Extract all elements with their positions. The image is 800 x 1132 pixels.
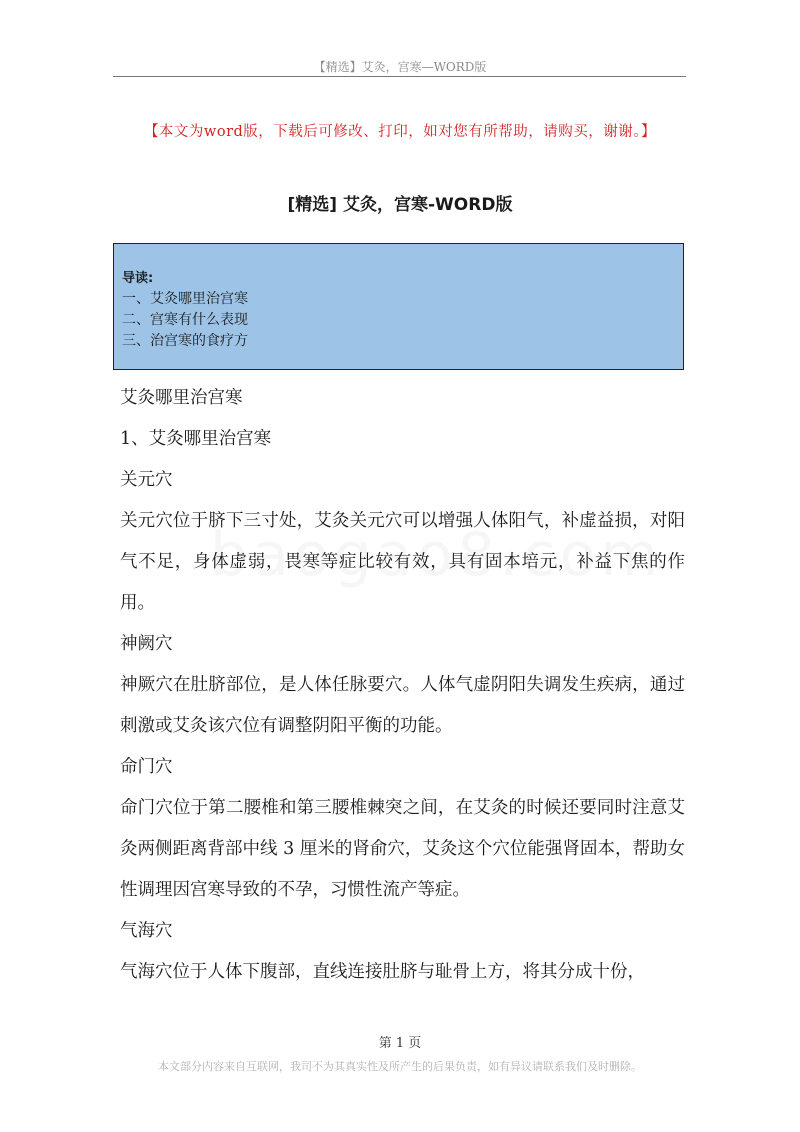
header-divider <box>113 76 686 77</box>
document-body <box>120 378 685 993</box>
guide-item: 一、艾灸哪里治宫寒 <box>122 291 248 307</box>
acupoint-heading-mingmen: 命门穴 <box>120 757 173 777</box>
paragraph-qihai: 气海穴位于人体下腹部，直线连接肚脐与耻骨上方，将其分成十份， <box>120 962 645 982</box>
sub-title: 1、艾灸哪里治宫寒 <box>120 429 272 449</box>
word-version-notice: 【本文为word版，下载后可修改、打印，如对您有所帮助，请购买，谢谢。】 <box>143 124 657 140</box>
page-footer: 本文部分内容来自互联网，我司不为其真实性及所产生的后果负责，如有异议请联系我们及时删除。 <box>158 1060 642 1073</box>
acupoint-heading-guanyuan: 关元穴 <box>120 470 173 490</box>
document-title: [精选] 艾灸，宫寒-WORD版 <box>287 195 513 215</box>
guide-title: 导读: <box>122 271 154 286</box>
page-number: 第 1 页 <box>378 1036 422 1051</box>
section-title: 艾灸哪里治宫寒 <box>120 388 243 408</box>
paragraph-shenque: 神厥穴在肚脐部位，是人体任脉要穴。人体气虚阴阳失调发生疾病，通过刺激或艾灸该穴位有调整阴阳平衡的功能。 <box>120 675 685 736</box>
acupoint-heading-qihai: 气海穴 <box>120 921 173 941</box>
paragraph-mingmen: 命门穴位于第二腰椎和第三腰椎棘突之间，在艾灸的时候还要同时注意艾灸两侧距离背部中线 3 厘米的肾俞穴，艾灸这个穴位能强肾固本，帮助女性调理因宫寒导致的不孕，习惯性流产等症。 <box>120 798 685 900</box>
guide-box <box>113 243 684 370</box>
paragraph-guanyuan: 关元穴位于脐下三寸处，艾灸关元穴可以增强人体阳气，补虚益损，对阳气不足，身体虚弱，畏寒等症比较有效，具有固本培元，补益下焦的作用。 <box>120 511 685 613</box>
page-header: 【精选】艾灸，宫寒—WORD版 <box>313 60 487 74</box>
guide-item: 二、宫寒有什么表现 <box>122 312 248 328</box>
acupoint-heading-shenque: 神阙穴 <box>120 634 173 654</box>
guide-item: 三、治宫寒的食疗方 <box>122 333 248 349</box>
